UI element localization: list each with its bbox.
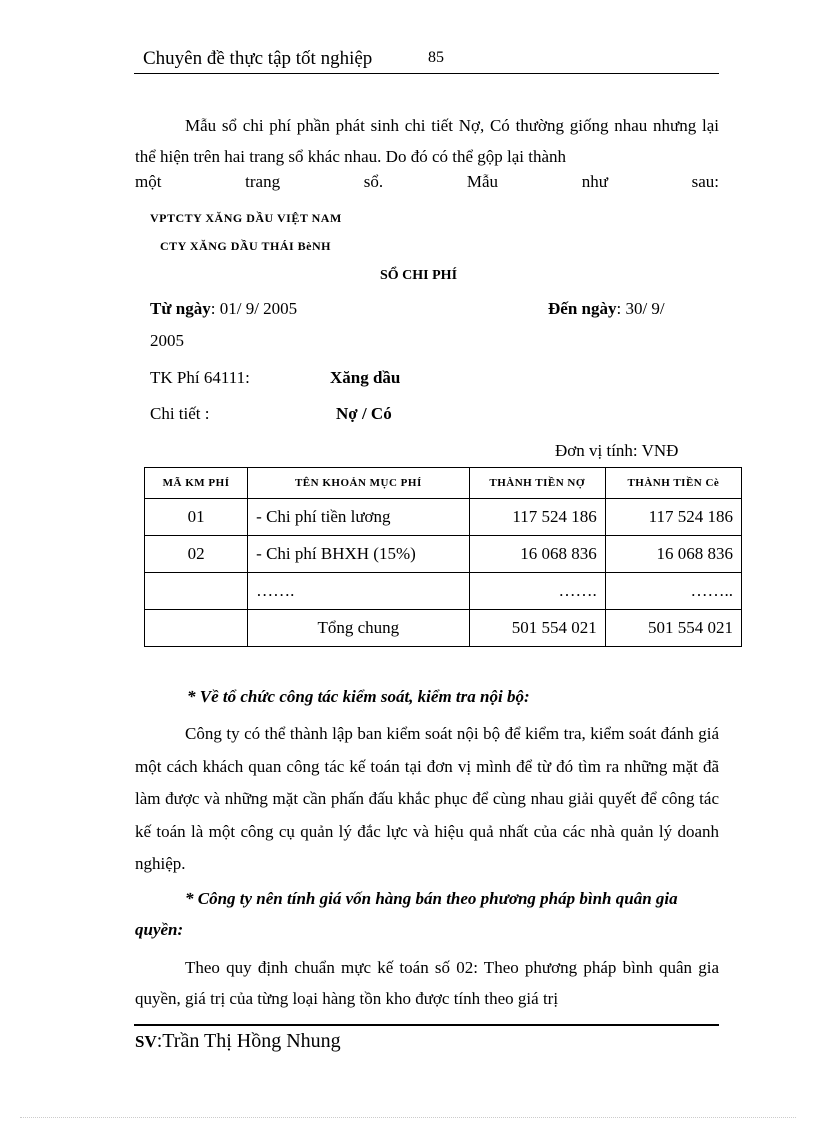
from-date — [150, 299, 297, 319]
intro-word: sổ. — [363, 172, 384, 191]
table-header-row — [145, 468, 742, 499]
account-name: Xăng dầu — [330, 368, 401, 387]
cell-credit: 117 524 186 — [605, 499, 741, 536]
intro-word: như — [581, 172, 608, 191]
table-total-row — [145, 610, 742, 647]
col-header-name: TÊN KHOẢN MỤC PHÍ — [248, 468, 469, 499]
total-debit: 501 554 021 — [469, 610, 605, 647]
section-paragraph-cost-method: Theo quy định chuẩn mực kế toán số 02: Theo phương pháp bình quân gia quyền, giá trị của từng loại hàng tồn kho được tính theo giá trị — [135, 958, 719, 1008]
cell-debit: 16 068 836 — [469, 536, 605, 573]
page-bottom-border — [20, 1117, 796, 1118]
section-paragraph-internal-control: Công ty có thể thành lập ban kiểm soát nội bộ để kiểm tra, kiểm soát đánh giá một cách khách quan công tác kế toán tại đơn vị mình để từ đó tìm ra những mặt đã làm được và những mặt cần phấn đấu khắc phục để cùng nhau giải quyết để công tác kế toán là một công cụ quản lý đắc lực và hiệu quả nhất của các nhà quản lý doanh nghiệp. — [135, 724, 719, 873]
table-row — [145, 536, 742, 573]
to-date-label: Đến ngày — [548, 299, 617, 318]
header-divider — [134, 73, 719, 74]
page-number: 85 — [428, 49, 444, 66]
section-heading-internal-control: * Về tổ chức công tác kiểm soát, kiểm tra nội bộ: — [187, 687, 530, 706]
col-header-credit: THÀNH TIỀN Cè — [605, 468, 741, 499]
account-label: TK Phí 64111: — [150, 368, 250, 387]
intro-word: trang — [245, 172, 281, 191]
cell-credit: …….. — [605, 573, 741, 610]
ledger-title: SỔ CHI PHÍ — [380, 268, 458, 283]
intro-word: Mẫu — [466, 172, 498, 191]
intro-paragraph: Mẫu sổ chi phí phần phát sinh chi tiết Nợ, Có thường giống nhau nhưng lại thể hiện trên hai trang sổ khác nhau. Do đó có thể gộp lại thành — [135, 116, 719, 166]
detail-value: Nợ / Có — [336, 404, 392, 423]
cell-code-empty — [145, 610, 248, 647]
cell-code — [145, 573, 248, 610]
footer-divider — [134, 1024, 719, 1026]
org-unit-name: CTY XĂNG DẦU THÁI BèNH — [160, 239, 332, 253]
student-label: SV — [135, 1032, 157, 1051]
from-date-label: Từ ngày — [150, 299, 211, 318]
col-header-debit: THÀNH TIỀN NỢ — [469, 468, 605, 499]
table-row — [145, 499, 742, 536]
col-header-code: MÃ KM PHÍ — [145, 468, 248, 499]
cell-name: - Chi phí BHXH (15%) — [248, 536, 469, 573]
to-date — [548, 299, 665, 319]
table-row — [145, 573, 742, 610]
intro-last-line — [135, 172, 719, 192]
total-credit: 501 554 021 — [605, 610, 741, 647]
cell-name: - Chi phí tiền lương — [248, 499, 469, 536]
total-label: Tổng chung — [248, 610, 469, 647]
intro-word: một — [135, 172, 162, 191]
expense-table — [144, 467, 742, 647]
intro-word: sau: — [691, 172, 719, 191]
cell-debit: 117 524 186 — [469, 499, 605, 536]
page-header-title: Chuyên đề thực tập tốt nghiệp — [143, 48, 373, 69]
cell-code: 01 — [145, 499, 248, 536]
currency-unit: Đơn vị tính: VNĐ — [555, 441, 679, 460]
student-name-footer — [135, 1030, 341, 1053]
cell-name: ……. — [248, 573, 469, 610]
to-date-year: 2005 — [150, 331, 184, 350]
to-date-value: : 30/ 9/ — [616, 299, 665, 318]
cell-debit: ……. — [469, 573, 605, 610]
from-date-value: : 01/ 9/ 2005 — [210, 299, 298, 318]
student-name: :Trần Thị Hồng Nhung — [156, 1030, 341, 1052]
cell-credit: 16 068 836 — [605, 536, 741, 573]
org-parent-name: VPTCTY XĂNG DẦU VIỆT NAM — [150, 211, 342, 225]
detail-label: Chi tiết : — [150, 404, 210, 423]
section-heading-cost-method: * Công ty nên tính giá vốn hàng bán theo phương pháp bình quân gia quyền: — [135, 889, 678, 939]
cell-code: 02 — [145, 536, 248, 573]
